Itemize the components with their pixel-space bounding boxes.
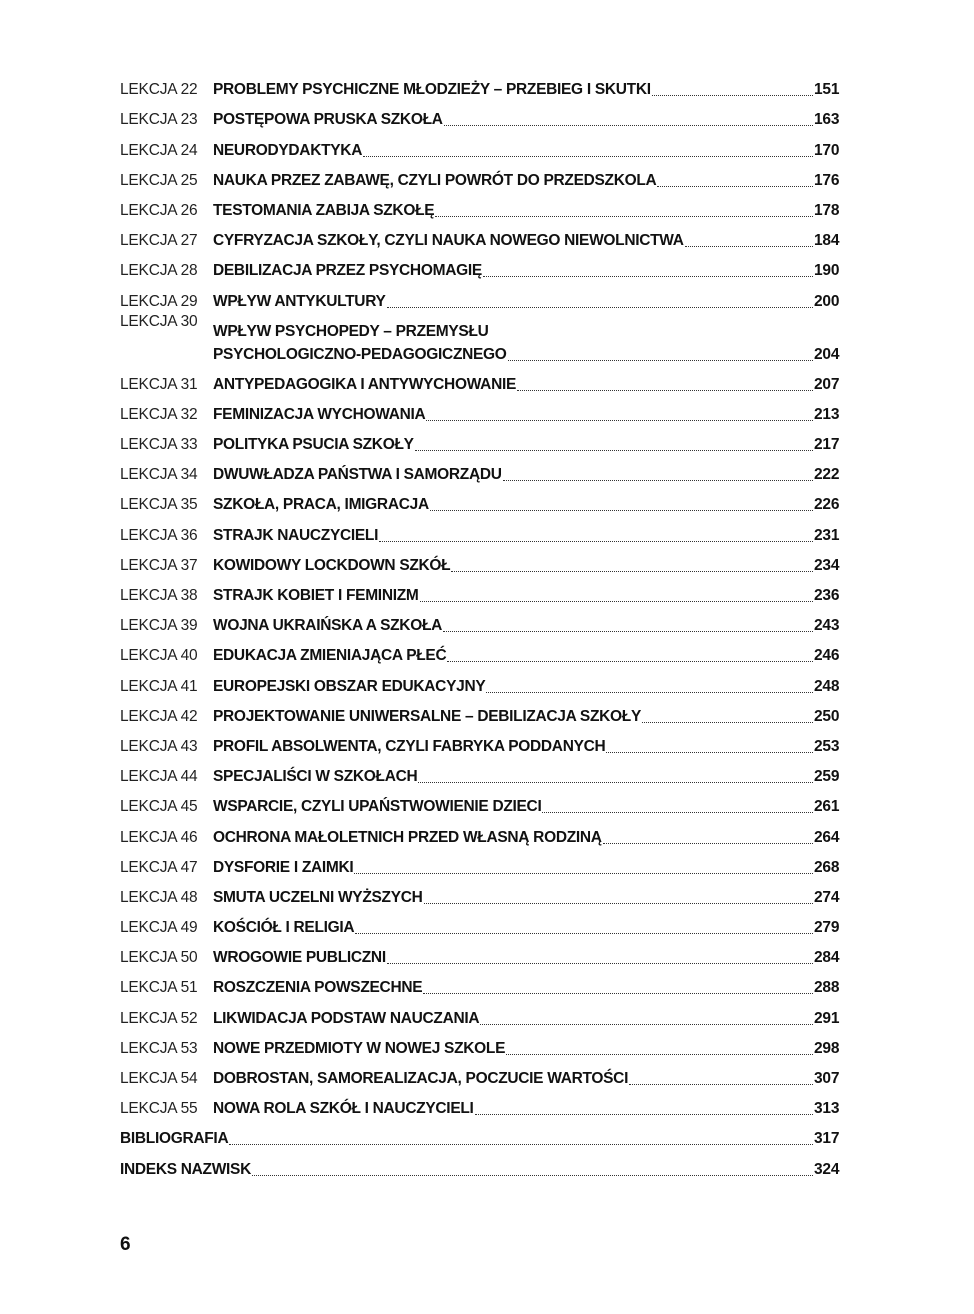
- entry-page-number: 207: [814, 375, 840, 393]
- toc-entry: [120, 1119, 848, 1149]
- toc-entry: [120, 817, 848, 847]
- dot-leader: [229, 1144, 813, 1145]
- entry-title-wrap: [213, 1099, 814, 1119]
- entry-title-wrap: [213, 405, 814, 425]
- entry-title: DYSFORIE I ZAIMKI: [213, 858, 354, 876]
- entry-title-wrap: [213, 797, 814, 817]
- entry-title-wrap: [213, 1009, 814, 1029]
- entry-title: DWUWŁADZA PAŃSTWA I SAMORZĄDU: [213, 466, 502, 484]
- entry-title-stack: [213, 322, 814, 365]
- dot-leader: [415, 450, 813, 451]
- dot-leader: [480, 1024, 813, 1025]
- toc-entry: [120, 485, 848, 515]
- lesson-number: LEKCJA 24: [120, 141, 198, 159]
- entry-page-number: 236: [814, 587, 840, 604]
- entry-title-wrap: [213, 261, 814, 281]
- dot-leader: [354, 873, 813, 874]
- toc-entry: [120, 130, 848, 160]
- entry-page-number: 279: [814, 919, 840, 937]
- toc-entry: [120, 576, 848, 606]
- toc-entry: [120, 455, 848, 485]
- lesson-number: LEKCJA 47: [120, 858, 198, 876]
- entry-page-number: 246: [814, 647, 840, 665]
- dot-leader: [423, 993, 813, 994]
- entry-title: WPŁYW ANTYKULTURY: [213, 292, 386, 310]
- dot-leader: [642, 722, 813, 723]
- entry-page-number: 184: [814, 232, 840, 250]
- lesson-number: LEKCJA 22: [120, 81, 198, 99]
- toc-entry: [120, 281, 848, 311]
- entry-page-number: 261: [814, 798, 840, 816]
- entry-title: PROBLEMY PSYCHICZNE MŁODZIEŻY – PRZEBIEG I SKUTKI: [213, 81, 651, 99]
- entry-page-number: 288: [814, 979, 840, 997]
- entry-title: ANTYPEDAGOGIKA I ANTYWYCHOWANIE: [213, 375, 517, 393]
- entry-page-number: 264: [814, 828, 840, 846]
- entry-title: WPŁYW PSYCHOPEDY – PRZEMYSŁU: [213, 322, 489, 340]
- entry-title: NOWA ROLA SZKÓŁ I NAUCZYCIELI: [213, 1100, 474, 1118]
- toc-entry: [120, 251, 848, 281]
- entry-page-number: 151: [814, 81, 840, 99]
- lesson-number: LEKCJA 50: [120, 949, 198, 967]
- dot-leader: [252, 1175, 813, 1176]
- entry-title: SPECJALIŚCI W SZKOŁACH: [213, 768, 418, 786]
- entry-page-number: 274: [814, 888, 840, 906]
- dot-leader: [508, 360, 813, 361]
- dot-leader: [387, 307, 813, 308]
- entry-title: FEMINIZACJA WYCHOWANIA: [213, 405, 426, 423]
- entry-page-number: 163: [814, 111, 840, 129]
- entry-title-wrap: [213, 526, 814, 546]
- lesson-number: LEKCJA 53: [120, 1039, 198, 1057]
- page-number: 6: [120, 1234, 131, 1255]
- lesson-number: LEKCJA 52: [120, 1009, 198, 1027]
- dot-leader: [451, 571, 813, 572]
- entry-title: PROFIL ABSOLWENTA, CZYLI FABRYKA PODDANYCH: [213, 737, 606, 755]
- lesson-number: LEKCJA 27: [120, 232, 198, 250]
- lesson-number: LEKCJA 46: [120, 828, 198, 846]
- lesson-number: LEKCJA 44: [120, 768, 198, 786]
- entry-page-number: 317: [814, 1130, 840, 1148]
- entry-page-number: 307: [814, 1070, 840, 1087]
- entry-title-wrap: [213, 110, 814, 130]
- dot-leader: [379, 541, 813, 542]
- entry-page-number: 204: [814, 345, 840, 363]
- toc-entry: [120, 395, 848, 425]
- entry-title-wrap: [213, 948, 814, 968]
- entry-title-wrap: [213, 322, 814, 365]
- table-of-contents: [120, 70, 848, 1180]
- entry-page-number: 259: [814, 768, 840, 786]
- lesson-number: LEKCJA 55: [120, 1100, 198, 1118]
- entry-title: EUROPEJSKI OBSZAR EDUKACYJNY: [213, 677, 486, 695]
- entry-title: ROSZCZENIA POWSZECHNE: [213, 979, 423, 997]
- lesson-number: LEKCJA 30: [120, 312, 198, 330]
- entry-page-number: 231: [814, 526, 840, 544]
- entry-title-line2: [213, 345, 814, 365]
- entry-title-wrap: [213, 1039, 814, 1059]
- entry-page-number: 234: [814, 556, 840, 574]
- entry-page-number: 248: [814, 677, 840, 695]
- lesson-number: LEKCJA 33: [120, 436, 198, 454]
- dot-leader: [443, 631, 813, 632]
- toc-entry: [120, 1089, 848, 1119]
- lesson-number: LEKCJA 40: [120, 647, 198, 665]
- dot-leader: [426, 420, 813, 421]
- entry-title-wrap: [213, 556, 814, 576]
- entry-title-wrap: [213, 646, 814, 666]
- entry-title-wrap: [213, 80, 814, 100]
- entry-title-wrap: [213, 616, 814, 636]
- lesson-number: LEKCJA 37: [120, 556, 198, 574]
- dot-leader: [629, 1084, 813, 1085]
- toc-entry: [120, 191, 848, 221]
- dot-leader: [444, 125, 813, 126]
- entry-title: STRAJK KOBIET I FEMINIZM: [213, 587, 419, 604]
- lesson-number: LEKCJA 35: [120, 496, 198, 514]
- toc-entry: [120, 1029, 848, 1059]
- entry-title: LIKWIDACJA PODSTAW NAUCZANIA: [213, 1009, 480, 1027]
- lesson-number: LEKCJA 51: [120, 979, 198, 997]
- entry-page-number: 170: [814, 141, 840, 159]
- entry-title-wrap: [213, 737, 814, 757]
- toc-entry: [120, 425, 848, 455]
- entry-title: INDEKS NAZWISK: [120, 1160, 251, 1178]
- dot-leader: [483, 276, 813, 277]
- entry-title-wrap: [213, 231, 814, 251]
- dot-leader: [355, 933, 813, 934]
- lesson-number: LEKCJA 41: [120, 677, 198, 695]
- lesson-number: LEKCJA 36: [120, 526, 198, 544]
- dot-leader: [447, 661, 813, 662]
- lesson-number: LEKCJA 32: [120, 405, 198, 423]
- lesson-number: LEKCJA 25: [120, 171, 198, 189]
- dot-leader: [475, 1114, 813, 1115]
- entry-title-wrap: [213, 978, 814, 998]
- entry-title: EDUKACJA ZMIENIAJĄCA PŁEĆ: [213, 647, 447, 665]
- entry-title-wrap: [213, 171, 814, 191]
- entry-title-wrap: [120, 1129, 814, 1149]
- dot-leader: [685, 246, 813, 247]
- entry-title-wrap: [213, 201, 814, 221]
- entry-title: NOWE PRZEDMIOTY W NOWEJ SZKOLE: [213, 1039, 506, 1057]
- lesson-number: LEKCJA 38: [120, 587, 198, 604]
- entry-title: WOJNA UKRAIŃSKA A SZKOŁA: [213, 617, 443, 635]
- toc-entry: [120, 757, 848, 787]
- entry-title: DEBILIZACJA PRZEZ PSYCHOMAGIĘ: [213, 262, 482, 280]
- lesson-number: LEKCJA 23: [120, 111, 198, 129]
- toc-entry: [120, 848, 848, 878]
- toc-entry: [120, 546, 848, 576]
- dot-leader: [387, 963, 813, 964]
- lesson-number: LEKCJA 45: [120, 798, 198, 816]
- toc-entry: [120, 606, 848, 636]
- lesson-number: LEKCJA 48: [120, 888, 198, 906]
- entry-page-number: 178: [814, 201, 840, 219]
- entry-title-wrap: [213, 465, 814, 485]
- entry-page-number: 250: [814, 707, 840, 725]
- entry-page-number: 200: [814, 292, 840, 310]
- entry-title: CYFRYZACJA SZKOŁY, CZYLI NAUKA NOWEGO NIEWOLNICTWA: [213, 232, 684, 250]
- dot-leader: [652, 95, 813, 96]
- entry-title: WSPARCIE, CZYLI UPAŃSTWOWIENIE DZIECI: [213, 798, 542, 816]
- toc-entry: [120, 100, 848, 130]
- dot-leader: [363, 156, 813, 157]
- entry-page-number: 324: [814, 1160, 840, 1178]
- lesson-number: LEKCJA 29: [120, 292, 198, 310]
- dot-leader: [424, 903, 813, 904]
- dot-leader: [486, 692, 813, 693]
- entry-title: KOŚCIÓŁ I RELIGIA: [213, 919, 355, 937]
- dot-leader: [435, 216, 813, 217]
- entry-title: KOWIDOWY LOCKDOWN SZKÓŁ: [213, 556, 451, 574]
- entry-title-wrap: [213, 707, 814, 727]
- entry-title: DOBROSTAN, SAMOREALIZACJA, POCZUCIE WARTOŚCI: [213, 1070, 629, 1087]
- entry-title-wrap: [213, 435, 814, 455]
- lesson-number: LEKCJA 28: [120, 262, 198, 280]
- dot-leader: [430, 510, 813, 511]
- entry-page-number: 190: [814, 262, 840, 280]
- toc-entry: [120, 312, 848, 365]
- entry-title: PROJEKTOWANIE UNIWERSALNE – DEBILIZACJA SZKOŁY: [213, 707, 641, 725]
- dot-leader: [418, 782, 813, 783]
- entry-page-number: 268: [814, 858, 840, 876]
- entry-title-wrap: [213, 677, 814, 697]
- dot-leader: [606, 752, 813, 753]
- dot-leader: [657, 186, 813, 187]
- lesson-number: LEKCJA 39: [120, 617, 198, 635]
- toc-entry: [120, 636, 848, 666]
- entry-title: NAUKA PRZEZ ZABAWĘ, CZYLI POWRÓT DO PRZEDSZKOLA: [213, 171, 657, 189]
- entry-page-number: 253: [814, 737, 840, 755]
- lesson-number: LEKCJA 31: [120, 375, 198, 393]
- entry-page-number: 243: [814, 617, 840, 635]
- toc-entry: [120, 697, 848, 727]
- entry-title-wrap: [213, 767, 814, 787]
- entry-page-number: 313: [814, 1100, 840, 1118]
- entry-title-wrap: [213, 292, 814, 312]
- lesson-number: LEKCJA 42: [120, 707, 198, 725]
- lesson-number: LEKCJA 26: [120, 201, 198, 219]
- entry-title: WROGOWIE PUBLICZNI: [213, 949, 386, 967]
- lesson-number: LEKCJA 43: [120, 737, 198, 755]
- entry-title: TESTOMANIA ZABIJA SZKOŁĘ: [213, 201, 435, 219]
- entry-title-continued: PSYCHOLOGICZNO-PEDAGOGICZNEGO: [213, 345, 507, 363]
- entry-title-wrap: [213, 918, 814, 938]
- toc-entry: [120, 1149, 848, 1179]
- entry-title: STRAJK NAUCZYCIELI: [213, 526, 379, 544]
- entry-title: SZKOŁA, PRACA, IMIGRACJA: [213, 496, 429, 514]
- toc-entry: [120, 515, 848, 545]
- toc-entry: [120, 968, 848, 998]
- toc-entry: [120, 878, 848, 908]
- entry-title-wrap: [213, 858, 814, 878]
- toc-entry: [120, 70, 848, 100]
- toc-entry: [120, 787, 848, 817]
- entry-title-wrap: [213, 495, 814, 515]
- entry-title-wrap: [213, 1069, 814, 1089]
- toc-entry: [120, 1059, 848, 1089]
- entry-title: POSTĘPOWA PRUSKA SZKOŁA: [213, 111, 443, 129]
- dot-leader: [420, 601, 814, 602]
- entry-title-wrap: [120, 1160, 814, 1180]
- lesson-number: LEKCJA 54: [120, 1070, 198, 1087]
- dot-leader: [542, 812, 813, 813]
- entry-title-wrap: [213, 828, 814, 848]
- dot-leader: [517, 390, 813, 391]
- dot-leader: [503, 480, 813, 481]
- toc-entry: [120, 908, 848, 938]
- entry-title-wrap: [213, 888, 814, 908]
- entry-page-number: 291: [814, 1009, 840, 1027]
- entry-page-number: 298: [814, 1039, 840, 1057]
- entry-page-number: 213: [814, 405, 840, 423]
- entry-page-number: 217: [814, 436, 840, 454]
- entry-title: BIBLIOGRAFIA: [120, 1130, 229, 1148]
- toc-entry: [120, 938, 848, 968]
- dot-leader: [506, 1054, 813, 1055]
- entry-page-number: 222: [814, 466, 840, 484]
- entry-title-wrap: [213, 586, 814, 606]
- toc-entry: [120, 221, 848, 251]
- entry-title: NEURODYDAKTYKA: [213, 141, 363, 159]
- toc-entry: [120, 998, 848, 1028]
- entry-title-wrap: [213, 375, 814, 395]
- entry-page-number: 284: [814, 949, 840, 967]
- toc-entry: [120, 727, 848, 757]
- entry-page-number: 176: [814, 171, 840, 189]
- toc-entry: [120, 365, 848, 395]
- toc-entry: [120, 666, 848, 696]
- entry-title: SMUTA UCZELNI WYŻSZYCH: [213, 888, 423, 906]
- entry-title: POLITYKA PSUCIA SZKOŁY: [213, 436, 414, 454]
- lesson-number: LEKCJA 49: [120, 919, 198, 937]
- toc-entry: [120, 161, 848, 191]
- entry-title-wrap: [213, 141, 814, 161]
- lesson-number: LEKCJA 34: [120, 466, 198, 484]
- dot-leader: [603, 843, 813, 844]
- entry-title: OCHRONA MAŁOLETNICH PRZED WŁASNĄ RODZINĄ: [213, 828, 602, 846]
- entry-page-number: 226: [814, 496, 840, 514]
